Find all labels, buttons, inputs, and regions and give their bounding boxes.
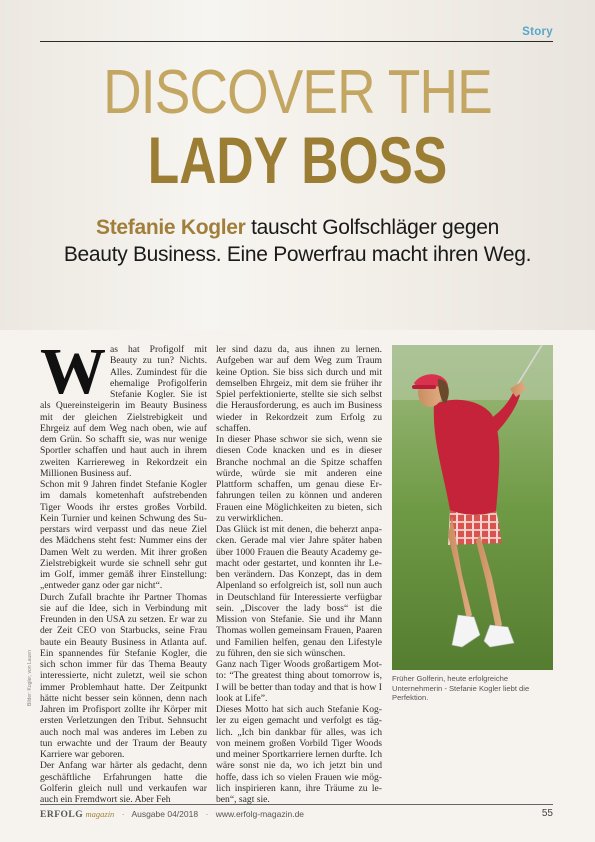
footer — [40, 809, 304, 820]
subhead-line-2: Beauty Business. Eine Powerfrau macht ihren Weg. — [63, 243, 532, 266]
article-paragraph: Der Anfang war härter als gedacht, denn geschäftliche Erfahrungen hatte die Golferin gleich null und verkaufen war auch ein Fremdwort sie. Aber Feh — [40, 760, 207, 805]
article-paragraph: Dieses Motto hat sich auch Stefanie Kogler zu eigen gemacht und verfolgt es täglich. „Ich bin dankbar für alles, was ich von meinem großen Vorbild Tiger Woods und meiner Sportkarriere lernen durfte. Ich wäre sonst nie da, wo ich jetzt bin und hoffe, dass ich so vielen Frauen wie möglich inspirieren kann, ihre Träume zu leben“, sagt sie. — [216, 704, 382, 805]
footer-brand-sub: magazin — [85, 809, 115, 819]
photo-credit: Bilder: Kogler, von Lauen — [27, 650, 33, 706]
footer-issue: Ausgabe 04/2018 — [131, 809, 199, 819]
footer-separator: · — [121, 809, 125, 819]
page-number: 55 — [541, 808, 553, 819]
article-column-2 — [216, 344, 382, 805]
drop-cap: W — [40, 335, 106, 408]
subhead-name: Stefanie Kogler — [96, 216, 246, 239]
headline-line-2: LADY BOSS — [147, 123, 448, 197]
subhead-text: tauscht Golfschläger gegen — [245, 216, 499, 239]
bottom-divider — [40, 804, 553, 805]
article-paragraph: Ganz nach Tiger Woods großartigem Motto: “The greatest thing about tomorrow is, I will be better than today and that is how I look at Life”. — [216, 659, 382, 704]
footer-brand: ERFOLG — [40, 810, 84, 820]
article-paragraph: Das Glück ist mit denen, die beherzt anpacken. Gerade mal vier Jahre später haben über 1000 Frauen die Beauty Academy gemacht oder gestartet, und konnten ihr Leben verändern. Das Konzept, das in dem Alpenland so erfolgreich ist, soll nun auch in Deutschland für Interessierte verfügbar sein. „Discover the lady boss“ ist die Mission von Stefanie. Sie und ihr Mann Thomas wollen gemeinsam Frauen, Paaren und Familien helfen, genau den Lifestyle zu führen, den sie sich wünschen. — [216, 524, 382, 659]
article-paragraph: Durch Zufall brachte ihr Partner Thomas sie auf die Idee, sich in Verbindung mit Freunden in den USA zu setzen. Er war zu der Zeit CEO von Starbucks, seine Frau baute ein Beauty Business in Atlanta auf. Ein spannendes für Stefanie Kogler, die sich schon immer für das Thema Beauty interessierte, nicht zuletzt, weil sie schon immer Problemhaut hatte. Der Zeitpunkt hätte nicht besser sein können, denn nach Jahren im Profisport zollte ihr Körper mit ersten Verletzungen den Tribut. Sehnsucht auch noch mal was anderes im Leben zu tun erwachte und der Traum der Beauty Karriere war geboren. — [40, 591, 207, 760]
headline-line-1: DISCOVER THE — [103, 58, 492, 127]
footer-separator: · — [205, 809, 209, 819]
section-label: Story — [522, 26, 553, 38]
article-paragraph: ler sind dazu da, aus ihnen zu lernen. Aufgeben war auf dem Weg zum Traum keine Option. Sie biss sich durch und mit demselben Ehrgeiz, mit dem sie früher ihr Spiel perfektionierte, stellte sie sich selbst die Herausforderung, es auch im Business wieder in Rekordzeit zum Erfolg zu schaffen. — [216, 344, 382, 434]
photo-caption: Früher Golferin, heute erfolgreiche Unternehmerin - Stefanie Kogler liebt die Perfektion. — [392, 674, 530, 703]
subheadline — [40, 214, 555, 268]
article-paragraph: Schon mit 9 Jahren findet Stefanie Kogler im damals kometenhaft aufstrebenden Tiger Woods ihr erstes großes Vorbild. Kein Turnier und keinen Schwung des Superstars wird verpasst und das neue Ziel des Mädchens steht fest: Nummer eins der Damen Welt zu werden. Mit ihrer großen Zielstrebigkeit wurde sie schnell sehr gut im Golf, immer gemäß ihrer Einstellung: „entweder ganz oder gar nicht“. — [40, 479, 207, 592]
golfer-photo — [392, 345, 553, 670]
golfer-illustration — [392, 345, 553, 670]
top-divider — [40, 41, 553, 42]
article-paragraph: as hat Profigolf mit Beauty zu tun? Nichts. Alles. Zumindest für die ehemalige Profigolferin Stefanie Kogler. Sie ist als Quereinsteigerin im Beauty Business mit der gleichen Zielstrebigkeit und Ehrgeiz auf dem Weg nach oben, wie auf dem Grün. So schafft sie, was nur wenige Sportler schaffen und haut auch in ihrem zweiten Karriereweg in Rekordzeit ein Millionen Business auf. — [40, 344, 207, 479]
article-column-1 — [40, 335, 207, 805]
footer-website[interactable]: www.erfolg-magazin.de — [215, 809, 305, 819]
article-paragraph: In dieser Phase schwor sie sich, wenn sie diesen Code knacken und es in dieser Branche nochmal an die Spitze schaffen würde, würde sie mit anderen eine Plattform schaffen, um genau diese Erfahrungen teilen zu können und anderen Frauen eine Möglichkeiten zu bieten, sich zu verwirklichen. — [216, 434, 382, 524]
